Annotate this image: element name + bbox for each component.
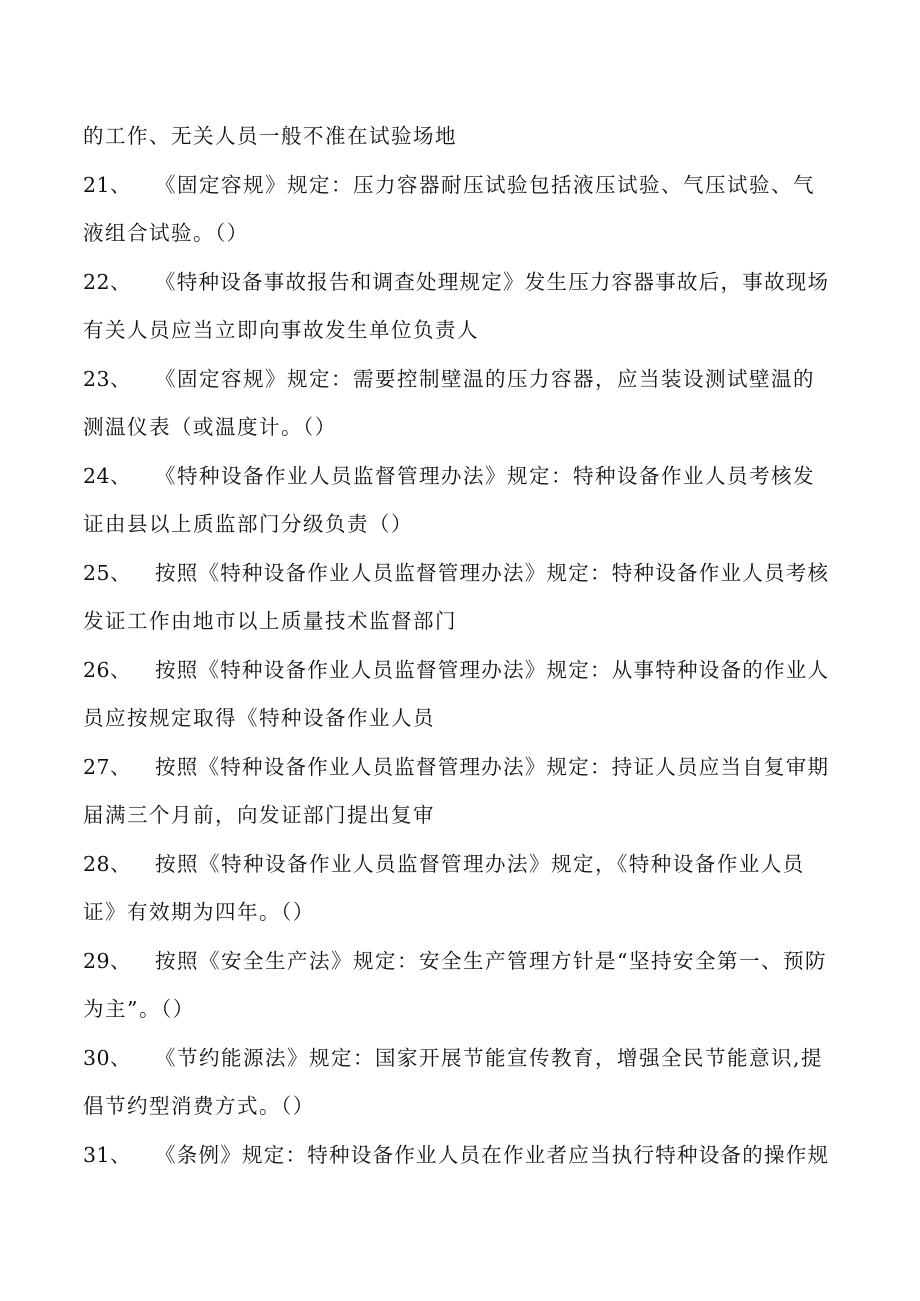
question-number: 28、 <box>83 851 132 876</box>
question-21-line-1 <box>0 165 920 214</box>
question-text-continued: 为主”。（） <box>83 997 195 1021</box>
intro-text: 的工作、无关人员一般不准在试验场地 <box>83 124 457 148</box>
question-text: 按照《特种设备作业人员监督管理办法》规定：持证人员应当自复审期 <box>155 754 830 779</box>
question-text-continued: 证》有效期为四年。（） <box>83 900 315 924</box>
question-25-line-2 <box>0 601 920 650</box>
question-text-continued: 届满三个月前，向发证部门提出复审 <box>83 803 435 827</box>
question-29-line-1 <box>0 941 920 990</box>
question-27-line-2 <box>0 795 920 844</box>
question-23-line-2 <box>0 407 920 456</box>
question-text-continued: 发证工作由地市以上质量技术监督部门 <box>83 609 457 633</box>
question-text: 《特种设备事故报告和调查处理规定》发生压力容器事故后，事故现场 <box>155 269 830 294</box>
question-text-continued: 测温仪表（或温度计。（） <box>83 415 337 439</box>
question-number: 23、 <box>83 366 132 391</box>
question-number: 25、 <box>83 560 132 585</box>
question-text: 按照《特种设备作业人员监督管理办法》规定，《特种设备作业人员 <box>155 851 805 876</box>
question-text-continued: 有关人员应当立即向事故发生单位负责人 <box>83 318 479 342</box>
question-30-line-2 <box>0 1086 920 1135</box>
question-text: 按照《特种设备作业人员监督管理办法》规定：从事特种设备的作业人 <box>155 657 830 682</box>
question-24-line-1 <box>0 456 920 505</box>
question-22-line-2 <box>0 310 920 359</box>
question-list <box>0 116 920 1183</box>
question-number: 21、 <box>83 172 132 197</box>
question-text: 《固定容规》规定：需要控制壁温的压力容器，应当装设测试壁温的 <box>155 366 815 391</box>
question-number: 22、 <box>83 269 132 294</box>
question-21-line-2 <box>0 213 920 262</box>
question-number: 26、 <box>83 657 132 682</box>
question-26-line-2 <box>0 698 920 747</box>
question-26-line-1 <box>0 650 920 699</box>
question-number: 31、 <box>83 1142 132 1167</box>
question-number: 29、 <box>83 948 132 973</box>
intro-line <box>0 116 920 165</box>
question-24-line-2 <box>0 504 920 553</box>
question-text: 按照《安全生产法》规定：安全生产管理方针是“坚持安全第一、预防 <box>155 948 827 973</box>
question-28-line-1 <box>0 844 920 893</box>
question-text: 《特种设备作业人员监督管理办法》规定：特种设备作业人员考核发 <box>155 463 815 488</box>
question-number: 27、 <box>83 754 132 779</box>
question-text-continued: 员应按规定取得《特种设备作业人员 <box>83 706 435 730</box>
question-text: 《固定容规》规定：压力容器耐压试验包括液压试验、气压试验、气 <box>155 172 815 197</box>
question-text-continued: 倡节约型消费方式。（） <box>83 1094 315 1118</box>
question-27-line-1 <box>0 747 920 796</box>
question-text: 《节约能源法》规定：国家开展节能宣传教育，增强全民节能意识,提 <box>155 1045 824 1070</box>
question-28-line-2 <box>0 892 920 941</box>
question-22-line-1 <box>0 262 920 311</box>
question-number: 30、 <box>83 1045 132 1070</box>
question-number: 24、 <box>83 463 132 488</box>
question-30-line-1 <box>0 1038 920 1087</box>
question-text: 《条例》规定：特种设备作业人员在作业者应当执行特种设备的操作规 <box>155 1142 830 1167</box>
question-29-line-2 <box>0 989 920 1038</box>
question-25-line-1 <box>0 553 920 602</box>
question-31-line-1 <box>0 1135 920 1184</box>
question-23-line-1 <box>0 359 920 408</box>
question-text-continued: 证由县以上质监部门分级负责（） <box>83 512 413 536</box>
question-text-continued: 液组合试验。（） <box>83 221 249 245</box>
question-text: 按照《特种设备作业人员监督管理办法》规定：特种设备作业人员考核 <box>155 560 830 585</box>
